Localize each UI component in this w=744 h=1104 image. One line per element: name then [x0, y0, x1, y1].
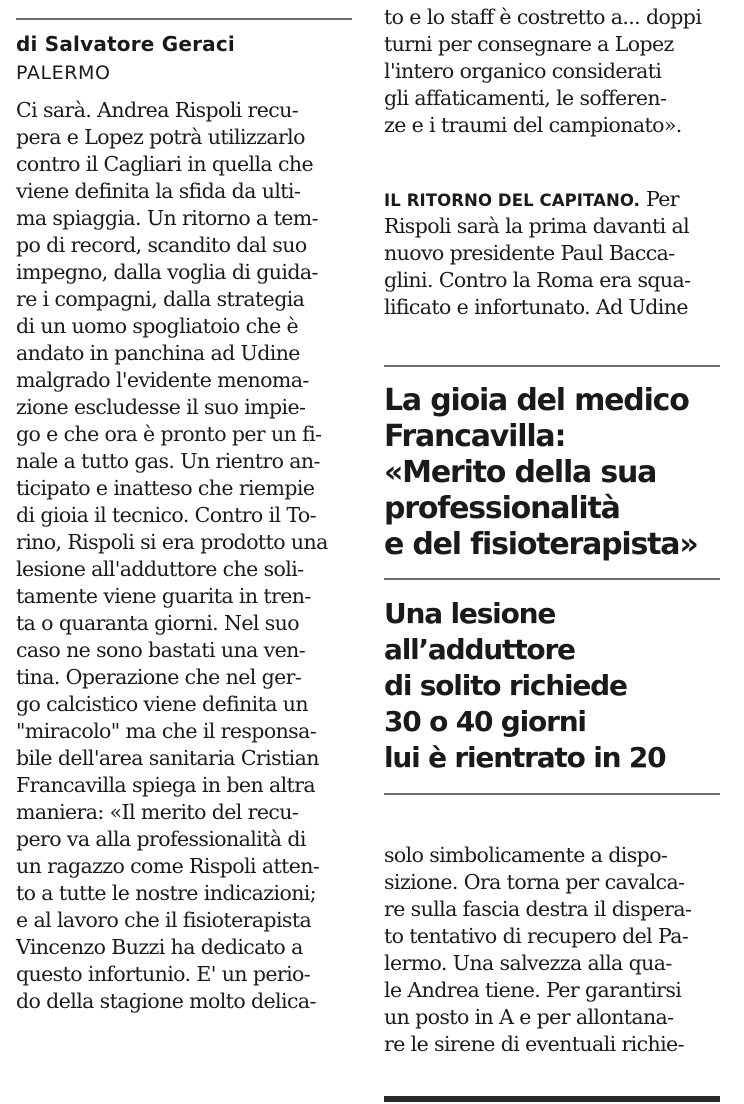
body-line: gli affaticamenti, le sofferen- [384, 86, 667, 110]
body-line: to tentativo di recupero del Pa- [384, 924, 689, 948]
subhead-kicker: IL RITORNO DEL CAPITANO. [384, 191, 641, 210]
body-line: Ci sarà. Andrea Rispoli recu- [16, 98, 299, 122]
body-line: go e che ora è pronto per un fi- [16, 422, 322, 446]
subhead-first-line-rest: Per [640, 187, 679, 211]
right-column-bottom-body [384, 842, 691, 1058]
body-line: caso ne sono bastati una ven- [16, 638, 306, 662]
pull-quote-line: Francavilla: [384, 419, 566, 454]
body-line: e al lavoro che il fisioterapista [16, 908, 312, 932]
body-line: to a tutte le nostre indicazioni; [16, 881, 317, 905]
body-line: un posto in A e per allontana- [384, 1005, 674, 1029]
body-line: Francavilla spiega in ben altra [16, 773, 316, 797]
body-line: rino, Rispoli si era prodotto una [16, 530, 328, 554]
body-line: solo simbolicamente a dispo- [384, 843, 668, 867]
highlight-box [384, 596, 665, 776]
body-line: ta o quaranta giorni. Nel suo [16, 611, 300, 635]
author-byline: di Salvatore Geraci [16, 32, 235, 56]
section-subhead [384, 186, 690, 321]
highlight-line: 30 o 40 giorni [384, 705, 586, 738]
body-line: zione escludesse il suo impie- [16, 395, 306, 419]
body-line: tina. Operazione che nel ger- [16, 665, 302, 689]
highlight-line: lui è rientrato in 20 [384, 741, 666, 774]
body-line: po di record, scandito dal suo [16, 233, 307, 257]
body-line: go calcistico viene definita un [16, 692, 308, 716]
body-line: andato in panchina ad Udine [16, 341, 300, 365]
highlight-line: all’adduttore [384, 633, 575, 666]
body-line: lermo. Una salvezza alla qua- [384, 951, 672, 975]
pull-quote-line: professionalità [384, 491, 620, 526]
body-line: re le sirene di eventuali richie- [384, 1032, 684, 1056]
body-line: ma spiaggia. Un ritorno a tem- [16, 206, 318, 230]
body-line: tamente viene guarita in tren- [16, 584, 311, 608]
bottom-rule [384, 1096, 720, 1102]
body-line: sizione. Ora torna per cavalca- [384, 870, 685, 894]
body-line: di un uomo spogliatoio che è [16, 314, 299, 338]
body-line: nuovo presidente Paul Bacca- [384, 241, 675, 265]
body-line: to e lo staff è costretto a... doppi [384, 5, 702, 29]
body-line: bile dell'area sanitaria Cristian [16, 746, 319, 770]
pull-quote-headline [384, 383, 698, 563]
body-line: un ragazzo come Rispoli atten- [16, 854, 320, 878]
body-line: maniera: «Il merito del recu- [16, 800, 299, 824]
body-line: re i compagni, dalla strategia [16, 287, 305, 311]
body-line: lificato e infortunato. Ad Udine [384, 295, 688, 319]
body-line: Rispoli sarà la prima davanti al [384, 214, 690, 238]
subhead-first-line [384, 186, 690, 213]
body-line: viene definita la sfida da ulti- [16, 179, 301, 203]
body-line: re sulla fascia destra il dispera- [384, 897, 692, 921]
divider-rule [384, 365, 720, 367]
body-line: do della stagione molto delica- [16, 989, 316, 1013]
body-line: nale a tutto gas. Un rientro an- [16, 449, 320, 473]
body-line: turni per consegnare a Lopez [384, 32, 674, 56]
body-line: contro il Cagliari in quella che [16, 152, 313, 176]
body-line: "miracolo" ma che il responsa- [16, 719, 317, 743]
divider-rule [384, 793, 720, 795]
body-line: malgrado l'evidente menoma- [16, 368, 309, 392]
body-line: pero va alla professionalità di [16, 827, 306, 851]
body-line: questo infortunio. E' un perio- [16, 962, 311, 986]
body-line: di gioia il tecnico. Contro il To- [16, 503, 316, 527]
body-line: lesione all'adduttore che soli- [16, 557, 304, 581]
pull-quote-line: e del fisioterapista» [384, 527, 698, 562]
top-rule [16, 18, 352, 20]
right-column-top-body [384, 4, 701, 139]
body-line: pera e Lopez potrà utilizzarlo [16, 125, 305, 149]
body-line: ze e i traumi del campionato». [384, 113, 682, 137]
pull-quote-line: «Merito della sua [384, 455, 657, 490]
divider-rule [384, 578, 720, 580]
body-line: glini. Contro la Roma era squa- [384, 268, 691, 292]
body-line: Vincenzo Buzzi ha dedicato a [16, 935, 303, 959]
pull-quote-line: La gioia del medico [384, 383, 689, 418]
body-line: le Andrea tiene. Per garantirsi [384, 978, 682, 1002]
highlight-line: di solito richiede [384, 669, 627, 702]
body-line: l'intero organico considerati [384, 59, 662, 83]
body-line: impegno, dalla voglia di guida- [16, 260, 318, 284]
left-column-body [16, 97, 328, 1015]
highlight-line: Una lesione [384, 597, 556, 630]
dateline: PALERMO [16, 62, 111, 84]
body-line: ticipato e inatteso che riempie [16, 476, 315, 500]
